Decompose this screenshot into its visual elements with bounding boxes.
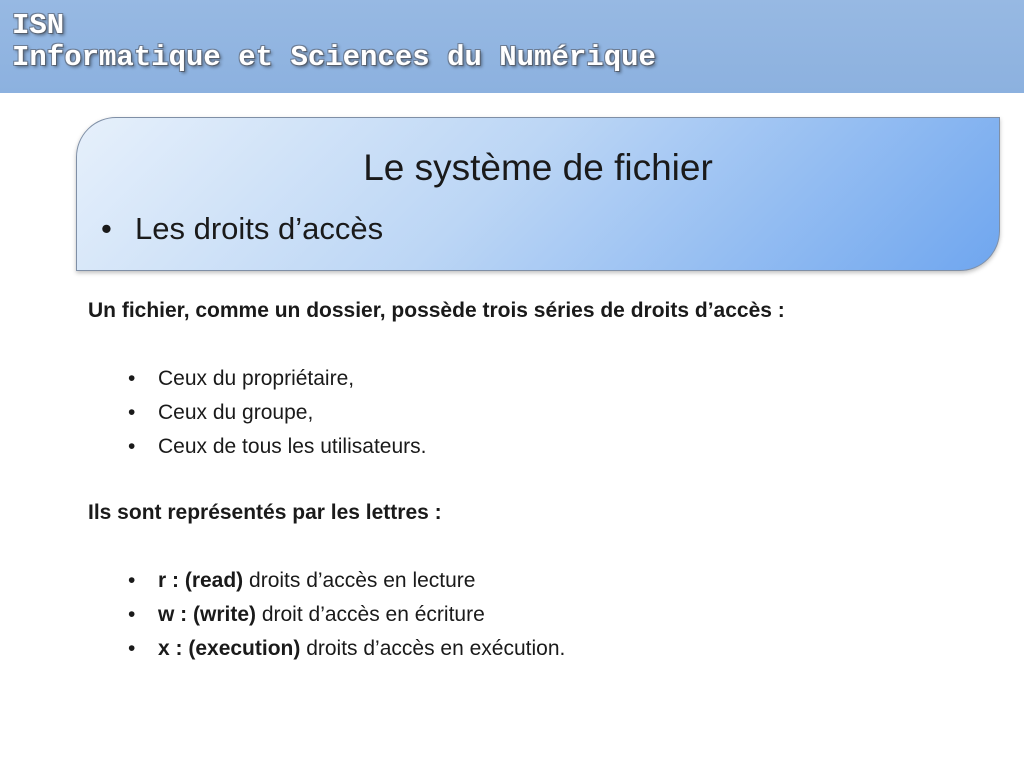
bullet-glyph: • (128, 603, 136, 626)
banner-title-isn: ISN (12, 9, 65, 42)
top-banner (0, 0, 1024, 93)
owner-list (88, 362, 988, 464)
letter-key: w : (write) (158, 603, 256, 626)
letters-paragraph: Ils sont représentés par les lettres : (88, 501, 442, 524)
letter-key: r : (read) (158, 569, 244, 592)
slide-body (88, 296, 988, 666)
letter-key: x : (execution) (158, 637, 301, 660)
slide-title: Le système de fichier (363, 147, 713, 188)
list-item-text: Ceux du groupe, (158, 401, 314, 424)
letter-desc: droit d’accès en écriture (256, 603, 485, 626)
list-item (88, 598, 988, 632)
bullet-glyph: • (101, 211, 112, 246)
letters-list (88, 564, 988, 666)
slide-subtitle (101, 210, 383, 248)
intro-paragraph: Un fichier, comme un dossier, possède trois séries de droits d’accès : (88, 299, 785, 322)
bullet-glyph: • (128, 637, 136, 660)
list-item (88, 396, 988, 430)
list-item (88, 632, 988, 666)
letter-desc: droits d’accès en lecture (243, 569, 476, 592)
bullet-glyph: • (128, 401, 136, 424)
bullet-glyph: • (128, 367, 136, 390)
list-item-text: Ceux de tous les utilisateurs. (158, 435, 427, 458)
letter-desc: droits d’accès en exécution. (300, 637, 566, 660)
list-item (88, 564, 988, 598)
banner-title-full: Informatique et Sciences du Numérique (12, 41, 656, 74)
list-item-text: Ceux du propriétaire, (158, 367, 355, 390)
list-item (88, 430, 988, 464)
list-item (88, 362, 988, 396)
bullet-glyph: • (128, 569, 136, 592)
bullet-glyph: • (128, 435, 136, 458)
slide-subtitle-text: Les droits d’accès (135, 211, 384, 246)
title-box (76, 117, 1000, 271)
